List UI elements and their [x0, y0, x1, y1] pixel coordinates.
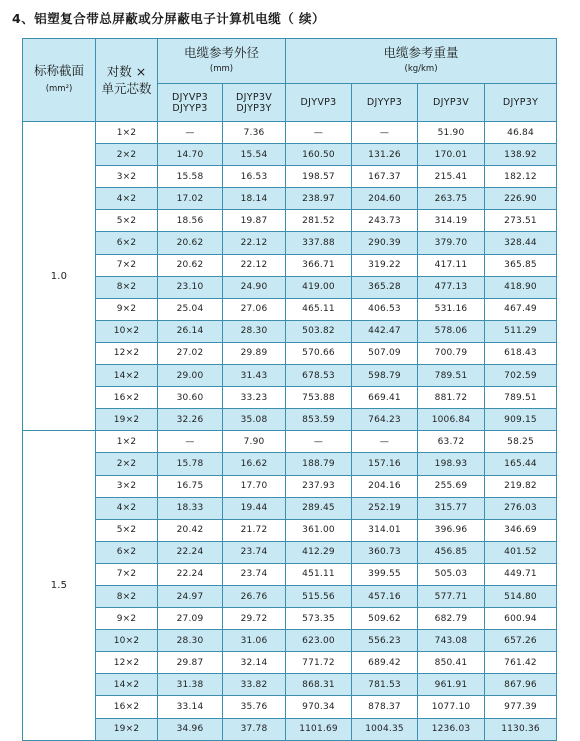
value-cell: 361.00	[286, 519, 352, 541]
value-cell: 556.23	[352, 630, 418, 652]
value-cell: 170.01	[418, 144, 485, 166]
value-cell: 514.80	[485, 585, 557, 607]
pair-count-cell: 16×2	[96, 696, 158, 718]
value-cell: 252.19	[352, 497, 418, 519]
value-cell: 17.02	[158, 188, 223, 210]
value-cell: 781.53	[352, 674, 418, 696]
value-cell: 379.70	[418, 232, 485, 254]
table-row	[23, 630, 557, 652]
header-model-3: DJYYP3	[352, 84, 418, 122]
value-cell: 21.72	[223, 519, 286, 541]
table-row	[23, 519, 557, 541]
value-cell: —	[158, 431, 223, 453]
table-row	[23, 342, 557, 364]
header-weight-label: 电缆参考重量	[383, 45, 459, 60]
value-cell: 23.74	[223, 541, 286, 563]
value-cell: 22.12	[223, 232, 286, 254]
value-cell: 18.33	[158, 497, 223, 519]
pair-count-cell: 5×2	[96, 519, 158, 541]
value-cell: 689.42	[352, 652, 418, 674]
pair-count-cell: 2×2	[96, 144, 158, 166]
value-cell: 573.35	[286, 608, 352, 630]
value-cell: 682.79	[418, 608, 485, 630]
pair-count-cell: 1×2	[96, 431, 158, 453]
pair-count-cell: 7×2	[96, 563, 158, 585]
value-cell: 515.56	[286, 585, 352, 607]
value-cell: 789.51	[418, 365, 485, 387]
header-model-4: DJYP3V	[418, 84, 485, 122]
value-cell: 412.29	[286, 541, 352, 563]
value-cell: 505.03	[418, 563, 485, 585]
header-count-line2: 单元芯数	[101, 81, 152, 96]
value-cell: 977.39	[485, 696, 557, 718]
table-row	[23, 453, 557, 475]
value-cell: 19.44	[223, 497, 286, 519]
value-cell: 281.52	[286, 210, 352, 232]
table-row	[23, 254, 557, 276]
value-cell: 32.14	[223, 652, 286, 674]
value-cell: 509.62	[352, 608, 418, 630]
value-cell: 24.90	[223, 276, 286, 298]
value-cell: 198.93	[418, 453, 485, 475]
header-model-5: DJYP3Y	[485, 84, 557, 122]
value-cell: 15.78	[158, 453, 223, 475]
value-cell: 702.59	[485, 365, 557, 387]
pair-count-cell: 9×2	[96, 298, 158, 320]
value-cell: 467.49	[485, 298, 557, 320]
value-cell: 16.75	[158, 475, 223, 497]
value-cell: 878.37	[352, 696, 418, 718]
table-row	[23, 210, 557, 232]
value-cell: 33.82	[223, 674, 286, 696]
value-cell: 16.62	[223, 453, 286, 475]
value-cell: 600.94	[485, 608, 557, 630]
value-cell: 678.53	[286, 365, 352, 387]
value-cell: 657.26	[485, 630, 557, 652]
value-cell: 449.71	[485, 563, 557, 585]
value-cell: 418.90	[485, 276, 557, 298]
value-cell: 26.14	[158, 320, 223, 342]
pair-count-cell: 6×2	[96, 541, 158, 563]
value-cell: 15.58	[158, 166, 223, 188]
value-cell: 366.71	[286, 254, 352, 276]
pair-count-cell: 5×2	[96, 210, 158, 232]
value-cell: 7.90	[223, 431, 286, 453]
value-cell: 273.51	[485, 210, 557, 232]
pair-count-cell: 2×2	[96, 453, 158, 475]
table-row	[23, 541, 557, 563]
value-cell: 465.11	[286, 298, 352, 320]
value-cell: 1077.10	[418, 696, 485, 718]
table-row	[23, 188, 557, 210]
value-cell: 238.97	[286, 188, 352, 210]
value-cell: 23.74	[223, 563, 286, 585]
value-cell: 226.90	[485, 188, 557, 210]
value-cell: 346.69	[485, 519, 557, 541]
pair-count-cell: 1×2	[96, 122, 158, 144]
table-row	[23, 696, 557, 718]
value-cell: 406.53	[352, 298, 418, 320]
pair-count-cell: 6×2	[96, 232, 158, 254]
value-cell: 22.24	[158, 563, 223, 585]
table-row	[23, 166, 557, 188]
value-cell: 29.00	[158, 365, 223, 387]
value-cell: 37.78	[223, 718, 286, 740]
value-cell: 507.09	[352, 342, 418, 364]
pair-count-cell: 7×2	[96, 254, 158, 276]
value-cell: 215.41	[418, 166, 485, 188]
pair-count-cell: 3×2	[96, 166, 158, 188]
value-cell: 204.16	[352, 475, 418, 497]
value-cell: 243.73	[352, 210, 418, 232]
value-cell: 63.72	[418, 431, 485, 453]
value-cell: 198.57	[286, 166, 352, 188]
value-cell: 160.50	[286, 144, 352, 166]
value-cell: 881.72	[418, 387, 485, 409]
value-cell: 314.19	[418, 210, 485, 232]
value-cell: 1236.03	[418, 718, 485, 740]
value-cell: 868.31	[286, 674, 352, 696]
table-row	[23, 431, 557, 453]
value-cell: 157.16	[352, 453, 418, 475]
value-cell: 263.75	[418, 188, 485, 210]
value-cell: 35.08	[223, 409, 286, 431]
table-row	[23, 674, 557, 696]
value-cell: 18.56	[158, 210, 223, 232]
value-cell: 25.04	[158, 298, 223, 320]
value-cell: 1006.84	[418, 409, 485, 431]
table-row	[23, 387, 557, 409]
value-cell: 771.72	[286, 652, 352, 674]
value-cell: 58.25	[485, 431, 557, 453]
value-cell: 451.11	[286, 563, 352, 585]
header-count-line1: 对数 ×	[106, 64, 147, 79]
pair-count-cell: 12×2	[96, 652, 158, 674]
table-row	[23, 320, 557, 342]
nominal-area-cell: 1.0	[23, 122, 96, 431]
pair-count-cell: 16×2	[96, 387, 158, 409]
value-cell: 1101.69	[286, 718, 352, 740]
pair-count-cell: 14×2	[96, 365, 158, 387]
value-cell: 20.62	[158, 254, 223, 276]
header-diameter-group	[158, 39, 286, 84]
table-row	[23, 475, 557, 497]
table-row	[23, 497, 557, 519]
table-row	[23, 298, 557, 320]
value-cell: 867.96	[485, 674, 557, 696]
value-cell: 457.16	[352, 585, 418, 607]
value-cell: 29.87	[158, 652, 223, 674]
header-model-0: DJYVP3 DJYYP3	[158, 84, 223, 122]
table-row	[23, 718, 557, 740]
value-cell: 850.41	[418, 652, 485, 674]
value-cell: 204.60	[352, 188, 418, 210]
pair-count-cell: 19×2	[96, 718, 158, 740]
value-cell: 315.77	[418, 497, 485, 519]
nominal-area-cell: 1.5	[23, 431, 96, 740]
table-row	[23, 232, 557, 254]
value-cell: 743.08	[418, 630, 485, 652]
value-cell: 28.30	[158, 630, 223, 652]
value-cell: 570.66	[286, 342, 352, 364]
header-area-unit: (mm²)	[45, 84, 73, 94]
value-cell: 24.97	[158, 585, 223, 607]
pair-count-cell: 9×2	[96, 608, 158, 630]
value-cell: 853.59	[286, 409, 352, 431]
header-diameter-label: 电缆参考外径	[184, 45, 260, 60]
value-cell: 31.43	[223, 365, 286, 387]
value-cell: 29.72	[223, 608, 286, 630]
value-cell: 365.85	[485, 254, 557, 276]
value-cell: 577.71	[418, 585, 485, 607]
value-cell: 18.14	[223, 188, 286, 210]
value-cell: 360.73	[352, 541, 418, 563]
table-row	[23, 652, 557, 674]
value-cell: 401.52	[485, 541, 557, 563]
cable-spec-table	[22, 38, 557, 741]
value-cell: 511.29	[485, 320, 557, 342]
value-cell: 961.91	[418, 674, 485, 696]
table-row	[23, 563, 557, 585]
header-model-1: DJYP3V DJYP3Y	[223, 84, 286, 122]
value-cell: 1004.35	[352, 718, 418, 740]
value-cell: 27.09	[158, 608, 223, 630]
table-row	[23, 585, 557, 607]
value-cell: 276.03	[485, 497, 557, 519]
value-cell: 7.36	[223, 122, 286, 144]
value-cell: 35.76	[223, 696, 286, 718]
pair-count-cell: 12×2	[96, 342, 158, 364]
value-cell: 26.76	[223, 585, 286, 607]
value-cell: —	[352, 122, 418, 144]
value-cell: —	[158, 122, 223, 144]
value-cell: 314.01	[352, 519, 418, 541]
header-weight-unit: (kg/km)	[404, 64, 438, 74]
value-cell: 34.96	[158, 718, 223, 740]
value-cell: 623.00	[286, 630, 352, 652]
pair-count-cell: 14×2	[96, 674, 158, 696]
value-cell: 17.70	[223, 475, 286, 497]
pair-count-cell: 4×2	[96, 188, 158, 210]
value-cell: —	[352, 431, 418, 453]
value-cell: 503.82	[286, 320, 352, 342]
header-model-2: DJYVP3	[286, 84, 352, 122]
value-cell: 417.11	[418, 254, 485, 276]
value-cell: 167.37	[352, 166, 418, 188]
value-cell: 578.06	[418, 320, 485, 342]
table-row	[23, 608, 557, 630]
value-cell: 319.22	[352, 254, 418, 276]
value-cell: 32.26	[158, 409, 223, 431]
value-cell: 598.79	[352, 365, 418, 387]
value-cell: 182.12	[485, 166, 557, 188]
value-cell: 33.14	[158, 696, 223, 718]
value-cell: 22.12	[223, 254, 286, 276]
value-cell: 337.88	[286, 232, 352, 254]
value-cell: 1130.36	[485, 718, 557, 740]
value-cell: 31.06	[223, 630, 286, 652]
value-cell: 399.55	[352, 563, 418, 585]
header-nominal-area	[23, 39, 96, 122]
value-cell: 477.13	[418, 276, 485, 298]
header-diameter-unit: (mm)	[209, 64, 234, 74]
value-cell: 51.90	[418, 122, 485, 144]
value-cell: 29.89	[223, 342, 286, 364]
value-cell: 219.82	[485, 475, 557, 497]
header-weight-group	[286, 39, 557, 84]
value-cell: 33.23	[223, 387, 286, 409]
value-cell: 188.79	[286, 453, 352, 475]
value-cell: 365.28	[352, 276, 418, 298]
page-title: 4、铝塑复合带总屏蔽或分屏蔽电子计算机电缆（ 续）	[12, 11, 326, 26]
value-cell: 255.69	[418, 475, 485, 497]
value-cell: 970.34	[286, 696, 352, 718]
header-area-label: 标称截面	[33, 63, 84, 78]
value-cell: 14.70	[158, 144, 223, 166]
value-cell: 28.30	[223, 320, 286, 342]
pair-count-cell: 19×2	[96, 409, 158, 431]
value-cell: —	[286, 431, 352, 453]
value-cell: 46.84	[485, 122, 557, 144]
header-pair-count	[96, 39, 158, 122]
value-cell: 20.62	[158, 232, 223, 254]
value-cell: 909.15	[485, 409, 557, 431]
value-cell: 290.39	[352, 232, 418, 254]
value-cell: 789.51	[485, 387, 557, 409]
value-cell: 531.16	[418, 298, 485, 320]
value-cell: 753.88	[286, 387, 352, 409]
value-cell: 328.44	[485, 232, 557, 254]
value-cell: 131.26	[352, 144, 418, 166]
value-cell: 20.42	[158, 519, 223, 541]
value-cell: 396.96	[418, 519, 485, 541]
pair-count-cell: 3×2	[96, 475, 158, 497]
pair-count-cell: 10×2	[96, 630, 158, 652]
value-cell: 30.60	[158, 387, 223, 409]
pair-count-cell: 4×2	[96, 497, 158, 519]
value-cell: 442.47	[352, 320, 418, 342]
table-row	[23, 276, 557, 298]
value-cell: 669.41	[352, 387, 418, 409]
value-cell: 764.23	[352, 409, 418, 431]
value-cell: 138.92	[485, 144, 557, 166]
value-cell: 456.85	[418, 541, 485, 563]
value-cell: 22.24	[158, 541, 223, 563]
value-cell: 31.38	[158, 674, 223, 696]
value-cell: 27.02	[158, 342, 223, 364]
table-row	[23, 122, 557, 144]
value-cell: 19.87	[223, 210, 286, 232]
value-cell: 700.79	[418, 342, 485, 364]
pair-count-cell: 8×2	[96, 585, 158, 607]
value-cell: 289.45	[286, 497, 352, 519]
table-row	[23, 409, 557, 431]
value-cell: 165.44	[485, 453, 557, 475]
value-cell: 237.93	[286, 475, 352, 497]
value-cell: 618.43	[485, 342, 557, 364]
value-cell: —	[286, 122, 352, 144]
value-cell: 27.06	[223, 298, 286, 320]
value-cell: 23.10	[158, 276, 223, 298]
table-row	[23, 365, 557, 387]
pair-count-cell: 10×2	[96, 320, 158, 342]
table-row	[23, 144, 557, 166]
value-cell: 419.00	[286, 276, 352, 298]
pair-count-cell: 8×2	[96, 276, 158, 298]
value-cell: 761.42	[485, 652, 557, 674]
value-cell: 16.53	[223, 166, 286, 188]
value-cell: 15.54	[223, 144, 286, 166]
